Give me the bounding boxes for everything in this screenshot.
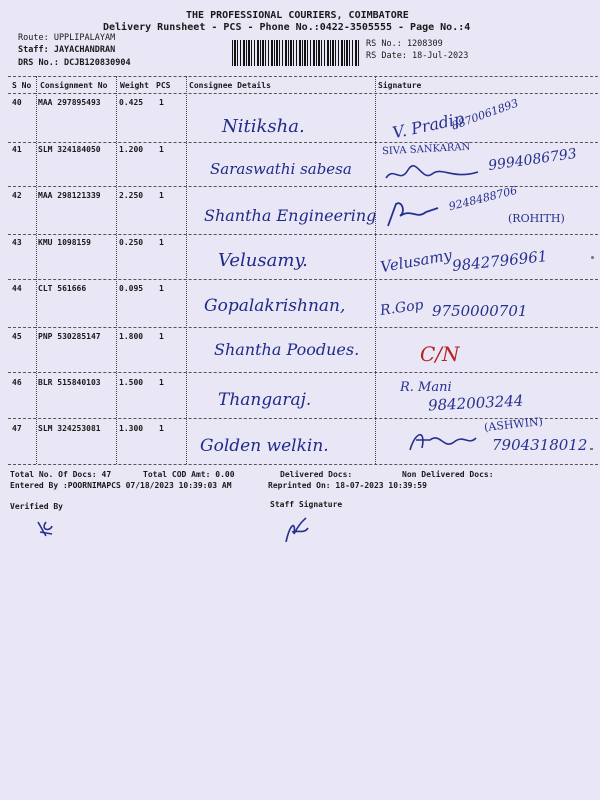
signature-name-handwritten: (ROHITH) [508, 212, 565, 225]
col-divider [36, 76, 37, 464]
phone-handwritten: 9842003244 [427, 391, 524, 415]
signature-scribble-icon [382, 162, 482, 186]
verified-by-label: Verified By [10, 502, 63, 511]
signature-handwritten: V. Pradip [390, 108, 466, 143]
col-divider [375, 76, 376, 464]
rs-number: RS No.: 1208309 [366, 39, 443, 49]
row-pcs: 1 [159, 424, 164, 433]
scan-speck [590, 448, 593, 450]
delivered-docs: Delivered Docs: [280, 470, 353, 479]
row-pcs: 1 [159, 98, 164, 107]
row-rule [8, 327, 598, 328]
signature-handwritten: Velusamy [378, 245, 454, 277]
row-pcs: 1 [159, 284, 164, 293]
col-header-pcs: PCS [156, 81, 171, 90]
col-header-consignee: Consignee Details [189, 81, 271, 90]
row-rule [8, 464, 598, 465]
signature-scribble-icon [406, 426, 478, 456]
total-cod: Total COD Amt: 0.00 [143, 470, 235, 479]
row-weight: 1.300 [119, 424, 144, 433]
table-top-rule [8, 76, 598, 77]
phone-handwritten: 7904318012 [492, 436, 588, 454]
row-pcs: 1 [159, 191, 164, 200]
phone-handwritten: 9842796961 [451, 247, 549, 275]
col-header-signature: Signature [378, 81, 422, 90]
consignee-handwritten: Shantha Engineering [204, 206, 377, 225]
phone-handwritten: 9994086793 [487, 145, 578, 175]
non-delivered-docs: Non Delivered Docs: [402, 470, 494, 479]
row-weight: 1.200 [119, 145, 144, 154]
row-consignment: CLT 561666 [38, 284, 87, 293]
consignee-handwritten: Shantha Poodues. [214, 340, 360, 359]
consignee-handwritten: Golden welkin. [200, 436, 329, 456]
row-sno: 44 [12, 284, 22, 293]
row-sno: 47 [12, 424, 22, 433]
consignee-handwritten: Nitiksha. [222, 116, 305, 137]
row-sno: 40 [12, 98, 22, 107]
route: Route: UPPLIPALAYAM [18, 33, 116, 43]
row-pcs: 1 [159, 238, 164, 247]
row-pcs: 1 [159, 145, 164, 154]
row-weight: 0.250 [119, 238, 144, 247]
phone-handwritten: 8870061893 [449, 96, 521, 133]
table-header-rule [8, 93, 598, 94]
col-divider [116, 76, 117, 464]
phone-handwritten: 9248488706 [447, 183, 519, 214]
barcode [232, 40, 360, 66]
row-consignment: MAA 297895493 [38, 98, 101, 107]
row-sno: 43 [12, 238, 22, 247]
row-consignment: MAA 298121339 [38, 191, 101, 200]
scan-speck [591, 256, 594, 259]
consignee-handwritten: Thangaraj. [218, 390, 312, 410]
company-name: THE PROFESSIONAL COURIERS, COIMBATORE [186, 10, 409, 21]
total-docs: Total No. Of Docs: 47 [10, 470, 112, 479]
row-weight: 1.500 [119, 378, 144, 387]
phone-handwritten: 9750000701 [432, 302, 528, 320]
row-consignment: PNP 530285147 [38, 332, 101, 341]
staff-signature-label: Staff Signature [270, 500, 343, 509]
row-consignment: BLR 515840103 [38, 378, 101, 387]
row-rule [8, 142, 598, 143]
row-sno: 46 [12, 378, 22, 387]
row-weight: 0.095 [119, 284, 144, 293]
row-rule [8, 279, 598, 280]
consignee-handwritten: Gopalakrishnan, [204, 296, 346, 316]
drs-number: DRS No.: DCJB120830904 [18, 58, 131, 68]
row-weight: 1.800 [119, 332, 144, 341]
reprinted-on: Reprinted On: 18-07-2023 10:39:59 [268, 481, 427, 490]
signature-handwritten: SIVA SANKARAN [381, 141, 471, 158]
signature-scribble-icon [382, 198, 442, 230]
verified-signature-icon [34, 518, 56, 540]
row-sno: 42 [12, 191, 22, 200]
row-sno: 45 [12, 332, 22, 341]
row-weight: 2.250 [119, 191, 144, 200]
col-header-consignment: Consignment No [40, 81, 108, 90]
col-header-sno: S No [12, 81, 32, 90]
entered-by: Entered By :POORNIMAPCS 07/18/2023 10:39:03 AM [10, 481, 232, 490]
row-pcs: 1 [159, 378, 164, 387]
row-consignment: SLM 324253081 [38, 424, 101, 433]
col-header-weight: Weight [120, 81, 149, 90]
row-weight: 0.425 [119, 98, 144, 107]
consignee-handwritten: Saraswathi sabesa [210, 160, 352, 178]
row-rule [8, 372, 598, 373]
signature-name-handwritten: (ASHWIN) [483, 414, 544, 435]
staff-signature-icon [282, 514, 312, 546]
row-consignment: KMU 1098159 [38, 238, 91, 247]
row-sno: 41 [12, 145, 22, 154]
row-pcs: 1 [159, 332, 164, 341]
rs-date: RS Date: 18-Jul-2023 [366, 51, 469, 61]
row-rule [8, 234, 598, 235]
runsheet-title: Delivery Runsheet - PCS - Phone No.:0422-3505555 - Page No.:4 [103, 22, 471, 33]
col-divider [186, 76, 187, 464]
staff: Staff: JAYACHANDRAN [18, 45, 116, 55]
signature-handwritten: R.Gop [379, 297, 425, 319]
signature-handwritten: C/N [420, 342, 460, 366]
row-consignment: SLM 324184050 [38, 145, 101, 154]
signature-handwritten: R. Mani [400, 380, 452, 395]
consignee-handwritten: Velusamy. [218, 250, 308, 271]
